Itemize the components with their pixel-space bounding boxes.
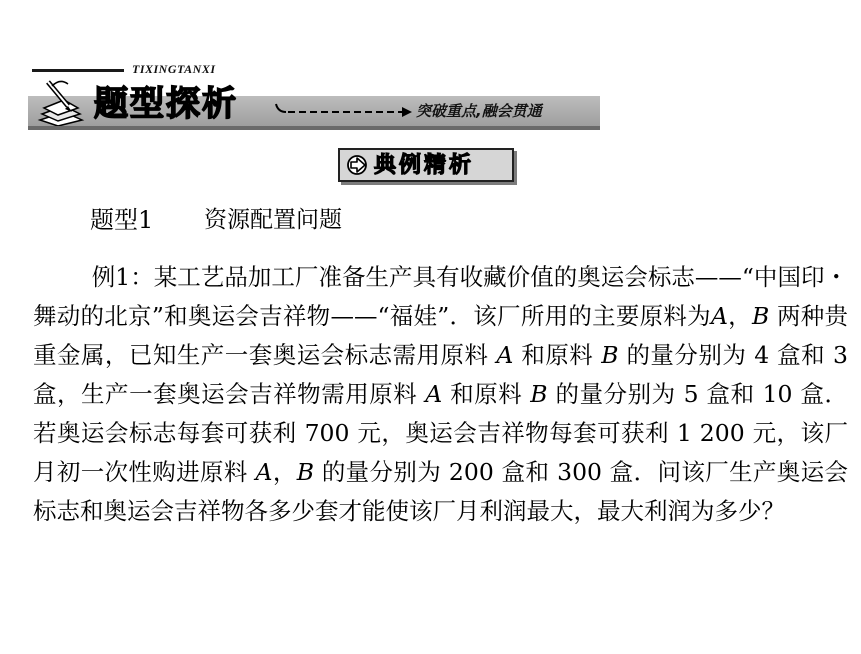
header-top-rule [32,69,124,72]
variable-a: A [255,458,273,486]
problem-text [33,258,848,531]
problem-text-segment: 的量分别为 4 盒和 3 盒，生产一套奥运会吉祥物需用原料 [33,341,848,408]
header-banner [28,62,600,134]
topic-label: 题型1 [90,206,154,234]
problem-text-segment: 和原料 [442,380,531,408]
problem-text-segment: 和原料 [513,341,602,369]
right-arrow-icon [346,155,370,175]
header-bar-stripe [28,126,600,130]
problem-text-segment: 的量分别为 200 盒和 300 盒．问该厂生产奥运会标志和奥运会吉祥物各多少套才能使该厂月利润最大，最大利润为多少？ [33,458,848,525]
variable-b: B [751,302,770,330]
variable-a: A [425,380,443,408]
problem-text-segment: ， [272,458,297,486]
problem-text-segment: 的量分别为 5 盒和 10 盒．若奥运会标志每套可获利 700 元，奥运会吉祥物每套可获利 1 200 元，该厂月初一次性购进原料 [33,380,848,486]
topic-name: 资源配置问题 [204,207,342,233]
variable-a: A [496,341,514,369]
header-title: 题型探析 [94,84,238,124]
variable-b: B [601,341,619,369]
problem-text-segment: 两种贵重金属，已知生产一套奥运会标志需用原料 [33,302,848,369]
variable-b: B [296,458,314,486]
books-pen-icon [34,76,88,126]
section-badge [338,148,514,182]
problem-text-segment: ， [727,302,752,330]
dashed-arrow-icon [274,102,414,118]
variable-b: B [530,380,548,408]
variable-a: A [710,302,728,330]
header-subtitle: 突破重点,融会贯通 [416,102,542,120]
header-pinyin: TIXINGTANXI [132,62,216,76]
problem-text-segment: 例1：某工艺品加工厂准备生产具有收藏价值的奥运会标志——“中国印・舞动的北京”和奥运会吉祥物——“福娃”．该厂所用的主要原料为 [33,263,848,330]
section-label: 典例精析 [374,153,475,178]
